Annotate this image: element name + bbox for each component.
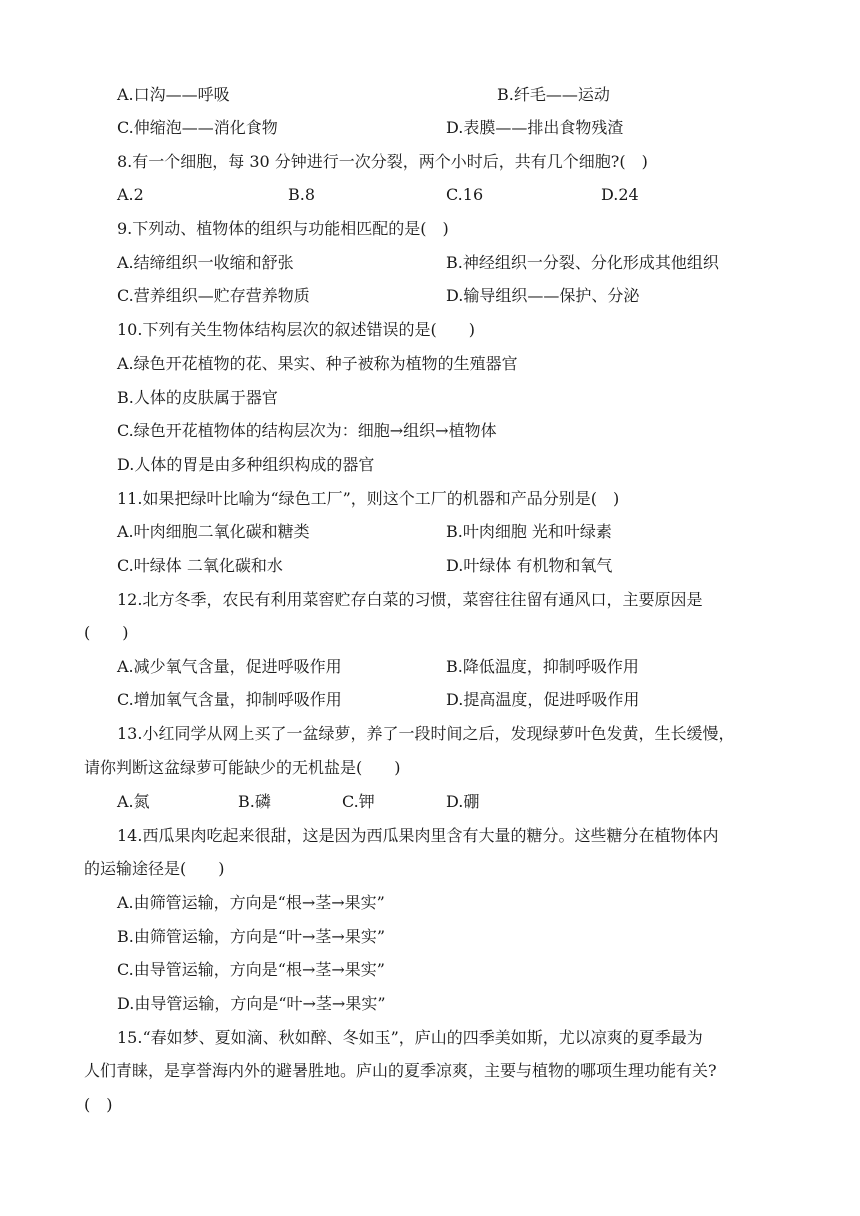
q11-option-b: B.叶肉细胞 光和叶绿素 <box>446 522 612 541</box>
q12-option-b: B.降低温度，抑制呼吸作用 <box>446 657 639 676</box>
q8-option-c: C.16 <box>446 185 484 204</box>
q8-option-d: D.24 <box>601 185 639 204</box>
q11-option-c: C.叶绿体 二氧化碳和水 <box>117 556 283 575</box>
q14-option-c: C.由导管运输，方向是“根→茎→果实” <box>117 960 385 979</box>
q9-option-a: A.结缔组织一收缩和舒张 <box>117 253 294 272</box>
q11-option-a: A.叶肉细胞二氧化碳和糖类 <box>117 522 310 541</box>
q8-option-a: A.2 <box>117 185 144 204</box>
q13-option-d: D.硼 <box>446 792 480 811</box>
q10-option-a: A.绿色开花植物的花、果实、种子被称为植物的生殖器官 <box>117 354 518 373</box>
q10-option-b: B.人体的皮肤属于器官 <box>117 388 278 407</box>
q9-option-d: D.输导组织——保护、分泌 <box>446 286 640 305</box>
q11-option-d: D.叶绿体 有机物和氧气 <box>446 556 613 575</box>
q12-option-a: A.减少氧气含量，促进呼吸作用 <box>117 657 342 676</box>
q7-option-b: B.纤毛——运动 <box>497 85 610 104</box>
q7-option-d: D.表膜——排出食物残渣 <box>446 118 624 137</box>
q10-stem: 10.下列有关生物体结构层次的叙述错误的是( ) <box>117 320 475 339</box>
q13-stem-line2: 请你判断这盆绿萝可能缺少的无机盐是( ) <box>84 758 401 777</box>
q13-option-c: C.钾 <box>342 792 375 811</box>
q14-option-a: A.由筛管运输，方向是“根→茎→果实” <box>117 893 385 912</box>
q9-option-c: C.营养组织—贮存营养物质 <box>117 286 310 305</box>
q12-option-c: C.增加氧气含量，抑制呼吸作用 <box>117 690 342 709</box>
q14-stem-line2: 的运输途径是( ) <box>84 859 225 878</box>
q10-option-c: C.绿色开花植物体的结构层次为：细胞→组织→植物体 <box>117 421 497 440</box>
q9-stem: 9.下列动、植物体的组织与功能相匹配的是( ) <box>117 219 449 238</box>
q13-option-a: A.氮 <box>117 792 150 811</box>
q14-option-d: D.由导管运输，方向是“叶→茎→果实” <box>117 994 386 1013</box>
q13-stem-line1: 13.小红同学从网上买了一盆绿萝，养了一段时间之后，发现绿萝叶色发黄，生长缓慢， <box>117 724 735 743</box>
q7-option-c: C.伸缩泡——消化食物 <box>117 118 278 137</box>
q9-option-b: B.神经组织一分裂、分化形成其他组织 <box>446 253 719 272</box>
q14-stem-line1: 14.西瓜果肉吃起来很甜，这是因为西瓜果肉里含有大量的糖分。这些糖分在植物体内 <box>117 826 719 845</box>
q15-stem-line3: ( ) <box>84 1095 113 1114</box>
q7-option-a: A.口沟——呼吸 <box>117 85 230 104</box>
q8-stem: 8.有一个细胞，每 30 分钟进行一次分裂，两个小时后，共有几个细胞?( ) <box>117 152 648 171</box>
q15-stem-line1: 15.“春如梦、夏如滴、秋如醉、冬如玉”，庐山的四季美如斯，尤以凉爽的夏季最为 <box>117 1028 703 1047</box>
q12-stem-line2: ( ) <box>84 623 129 642</box>
q12-stem-line1: 12.北方冬季，农民有利用菜窖贮存白菜的习惯，菜窖往往留有通风口，主要原因是 <box>117 590 703 609</box>
q8-option-b: B.8 <box>288 185 316 204</box>
q14-option-b: B.由筛管运输，方向是“叶→茎→果实” <box>117 927 386 946</box>
q15-stem-line2: 人们青睐，是享誉海内外的避暑胜地。庐山的夏季凉爽，主要与植物的哪项生理功能有关? <box>84 1061 717 1080</box>
q12-option-d: D.提高温度，促进呼吸作用 <box>446 690 640 709</box>
q11-stem: 11.如果把绿叶比喻为“绿色工厂”，则这个工厂的机器和产品分别是( ) <box>117 489 620 508</box>
q10-option-d: D.人体的胃是由多种组织构成的器官 <box>117 455 375 474</box>
q13-option-b: B.磷 <box>238 792 271 811</box>
